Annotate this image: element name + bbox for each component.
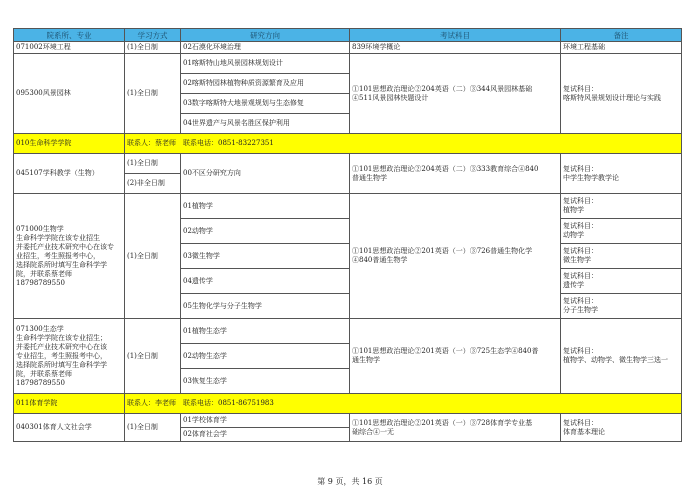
exam-cell: ①101思想政治理论②204英语（二）③333教育综合④840 普通生物学 (350, 154, 561, 194)
header-direction: 研究方向 (181, 29, 350, 42)
note-cell: 复试科目： 体育基本理论 (561, 414, 682, 442)
major-cell: 045107学科教学（生物） (14, 154, 125, 194)
direction-cell: 03微生物学 (181, 244, 350, 269)
direction-cell: 02动物生态学 (181, 344, 350, 369)
note-cell: 复试科目： 微生物学 (561, 244, 682, 269)
mode-cell: (1)全日制 (125, 154, 181, 174)
table-row (14, 319, 682, 344)
header-exam: 考试科目 (350, 29, 561, 42)
header-row (14, 29, 682, 42)
section-contact: 联系人：李老师 联系电话：0851-86751983 (125, 394, 682, 414)
mode-cell: (1)全日制 (125, 42, 181, 54)
note-cell: 复试科目： 分子生物学 (561, 294, 682, 319)
table-row (14, 414, 682, 428)
header-mode: 学习方式 (125, 29, 181, 42)
direction-cell: 04遗传学 (181, 269, 350, 294)
direction-cell: 01植物学 (181, 194, 350, 219)
exam-cell: ①101思想政治理论②204英语（二）③344风景园林基础 ④511风景园林快题设计 (350, 54, 561, 134)
direction-cell: 02喀斯特园林植物种质资源繁育及应用 (181, 74, 350, 94)
mode-cell: (1)全日制 (125, 194, 181, 319)
mode-cell: (1)全日制 (125, 54, 181, 134)
admissions-table (13, 28, 682, 442)
direction-cell: 03数字喀斯特大地景观规划与生态修复 (181, 94, 350, 114)
table-row (14, 194, 682, 219)
section-row-sport (14, 394, 682, 414)
major-cell: 071000生物学 生命科学学院在该专业招生 并委托产业技术研究中心在该专 业招生，考生照报考中心， 选择院系所时填写生命科学学 院，并联系蔡老师 18798789550 (14, 194, 125, 319)
section-contact: 联系人：蔡老师 联系电话：0851-83227351 (125, 134, 682, 154)
mode-cell: (1)全日制 (125, 319, 181, 394)
mode-cell: (1)全日制 (125, 414, 181, 442)
major-cell: 095300风景园林 (14, 54, 125, 134)
major-cell: 071002环境工程 (14, 42, 125, 54)
major-cell: 071300生态学 生命科学学院在该专业招生； 并委托产业技术研究中心在该 专业招生，考生照报考中心， 选择院系所时填写生命科学学 院，并联系蔡老师 18798789550 (14, 319, 125, 394)
note-cell: 复试科目： 中学生物学教学论 (561, 154, 682, 194)
page-footer: 第 9 页，共 16 页 (317, 477, 383, 486)
direction-cell: 00不区分研究方向 (181, 154, 350, 194)
note-cell: 复试科目： 动物学 (561, 219, 682, 244)
direction-cell: 01植物生态学 (181, 319, 350, 344)
direction-cell: 05生物化学与分子生物学 (181, 294, 350, 319)
exam-cell: 839环境学概论 (350, 42, 561, 54)
table-row (14, 42, 682, 54)
note-cell: 环境工程基础 (561, 42, 682, 54)
direction-cell: 02体育社会学 (181, 428, 350, 442)
note-cell: 复试科目： 喀斯特风景规划设计理论与实践 (561, 54, 682, 134)
note-cell: 复试科目： 植物学、动物学、微生物学三选一 (561, 319, 682, 394)
note-cell: 复试科目： 植物学 (561, 194, 682, 219)
direction-cell: 02动物学 (181, 219, 350, 244)
major-cell: 040301体育人文社会学 (14, 414, 125, 442)
exam-cell: ①101思想政治理论②201英语（一）③725生态学④840普 通生物学 (350, 319, 561, 394)
table-row (14, 154, 682, 174)
mode-cell: (2)非全日制 (125, 174, 181, 194)
table-row (14, 54, 682, 74)
exam-cell: ①101思想政治理论②201英语（一）③728体育学专业基 础综合④一无 (350, 414, 561, 442)
direction-cell: 01喀斯特山地风景园林规划设计 (181, 54, 350, 74)
exam-cell: ①101思想政治理论②201英语（一）③726普通生物化学 ④840普通生物学 (350, 194, 561, 319)
direction-cell: 04世界遗产与风景名胜区保护利用 (181, 114, 350, 134)
direction-cell: 01学校体育学 (181, 414, 350, 428)
direction-cell: 03恢复生态学 (181, 369, 350, 394)
note-cell: 复试科目： 遗传学 (561, 269, 682, 294)
header-dept: 院系所、专业 (14, 29, 125, 42)
section-row-life (14, 134, 682, 154)
header-note: 备注 (561, 29, 682, 42)
section-name: 010生命科学学院 (14, 134, 125, 154)
section-name: 011体育学院 (14, 394, 125, 414)
direction-cell: 02石漠化环境治理 (181, 42, 350, 54)
